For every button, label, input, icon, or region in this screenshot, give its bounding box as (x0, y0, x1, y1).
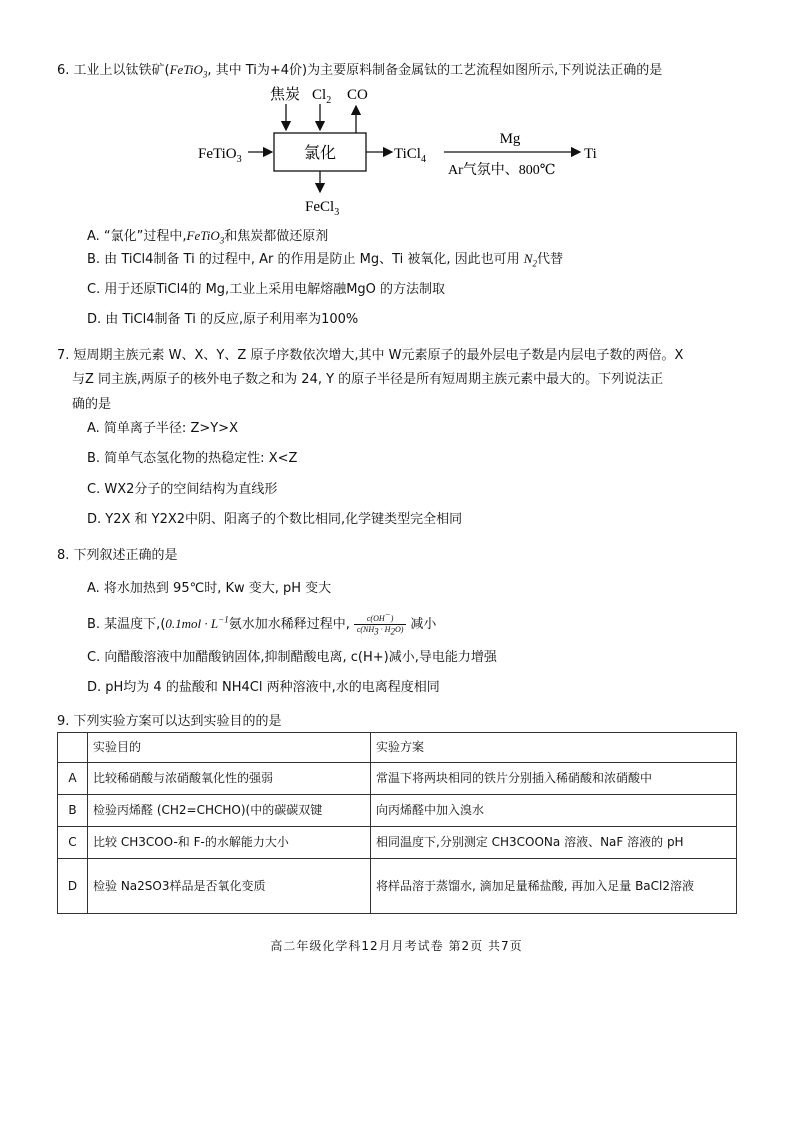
table-header-row: 实验目的 实验方案 (58, 733, 737, 763)
q6-option-d: D. 由 TiCl4制备 Ti 的反应,原子利用率为100% (87, 312, 359, 327)
byproduct-fecl3: FeCl$_3$ (305, 199, 340, 217)
q8-stem: 8. 下列叙述正确的是 (57, 548, 178, 563)
product-ticl4: TiCl$_4$ (394, 146, 426, 165)
ratio-fraction: $\frac{c(OH^-)}{c(NH_3 \cdot H_2O)}$ (354, 614, 407, 635)
q6-option-a: A. “氯化”过程中,FeTiO$_3$和焦炭都做还原剂 (87, 228, 329, 246)
q6-option-b: B. 由 TiCl4制备 Ti 的过程中, Ar 的作用是防止 Mg、Ti 被氧化, 因此也可用 $N_2$代替 (87, 251, 563, 269)
q7-option-c: C. WX2分子的空间结构为直线形 (87, 482, 278, 497)
arrow-top-mg: Mg (499, 131, 521, 147)
table-row: B 检验丙烯醛 (CH2=CHCHO)(中的碳碳双键 向丙烯醛中加入溴水 (58, 795, 737, 827)
q8-option-a: A. 将水加热到 95℃时, Kw 变大, pH 变大 (87, 581, 332, 596)
final-ti: Ti (584, 146, 597, 162)
reagent-coke: 焦炭 (270, 87, 301, 103)
q6-stem: 6. 工业上以钛铁矿(FeTiO$_3$, 其中 Ti为+4价)为主要原料制备金属钛的工艺流程如图所示,下列说法正确的是 (57, 62, 663, 80)
chlorination-label: 氯化 (303, 145, 337, 162)
q7-option-d: D. Y2X 和 Y2X2中阴、阳离子的个数比相同,化学键类型完全相同 (87, 512, 463, 527)
q8-option-d: D. pH均为 4 的盐酸和 NH4Cl 两种溶液中,水的电离程度相同 (87, 680, 440, 695)
q7-option-a: A. 简单离子半径: Z>Y>X (87, 421, 238, 436)
page-footer: 高二年级化学科12月月考试卷 第2页 共7页 (270, 939, 523, 953)
q6-formula-fetio3: FeTiO$_3$ (169, 62, 208, 80)
table-row: D 检验 Na2SO3样品是否氧化变质 将样品溶于蒸馏水, 滴加足量稀盐酸, 再加入足量 BaCl2溶液 (58, 859, 737, 914)
q7-option-b: B. 简单气态氢化物的热稳定性: X<Z (87, 451, 298, 466)
table-row: A 比较稀硝酸与浓硝酸氧化性的强弱 常温下将两块相同的铁片分别插入稀硝酸和浓硝酸中 (58, 763, 737, 795)
arrow-bottom-condition: Ar气氛中、800℃ (448, 163, 556, 178)
q8-option-c: C. 向醋酸溶液中加醋酸钠固体,抑制醋酸电离, c(H+)减小,导电能力增强 (87, 650, 497, 665)
process-flow-diagram (190, 82, 610, 217)
q7-stem-line1: 7. 短周期主族元素 W、X、Y、Z 原子序数依次增大,其中 W元素原子的最外层电子数是内层电子数的两倍。X (57, 348, 684, 363)
q7-stem-line2: 与Z 同主族,两原子的核外电子数之和为 24, Y 的原子半径是所有短周期主族元素中最大的。下列说法正 (72, 372, 664, 387)
table-row: C 比较 CH3COO-和 F-的水解能力大小 相同温度下,分别测定 CH3COONa 溶液、NaF 溶液的 pH (58, 827, 737, 859)
q6-option-c: C. 用于还原TiCl4的 Mg,工业上采用电解熔融MgO 的方法制取 (87, 282, 446, 297)
reagent-cl2: $Cl_2$ (312, 87, 332, 106)
q9-stem: 9. 下列实验方案可以达到实验目的的是 (57, 714, 282, 729)
experiment-table (57, 732, 737, 914)
q8-option-b: B. 某温度下$,(0.1mol \cdot L^{-1}$氨水加水稀释过程中, $\frac{c(OH^-)}{c(NH_3 \cdot H_2O)}$ 减小 (87, 609, 437, 637)
reagent-co: CO (347, 87, 368, 103)
q7-stem-line3: 确的是 (72, 397, 112, 412)
feed-in-label: FeTiO$_3$ (198, 146, 242, 165)
